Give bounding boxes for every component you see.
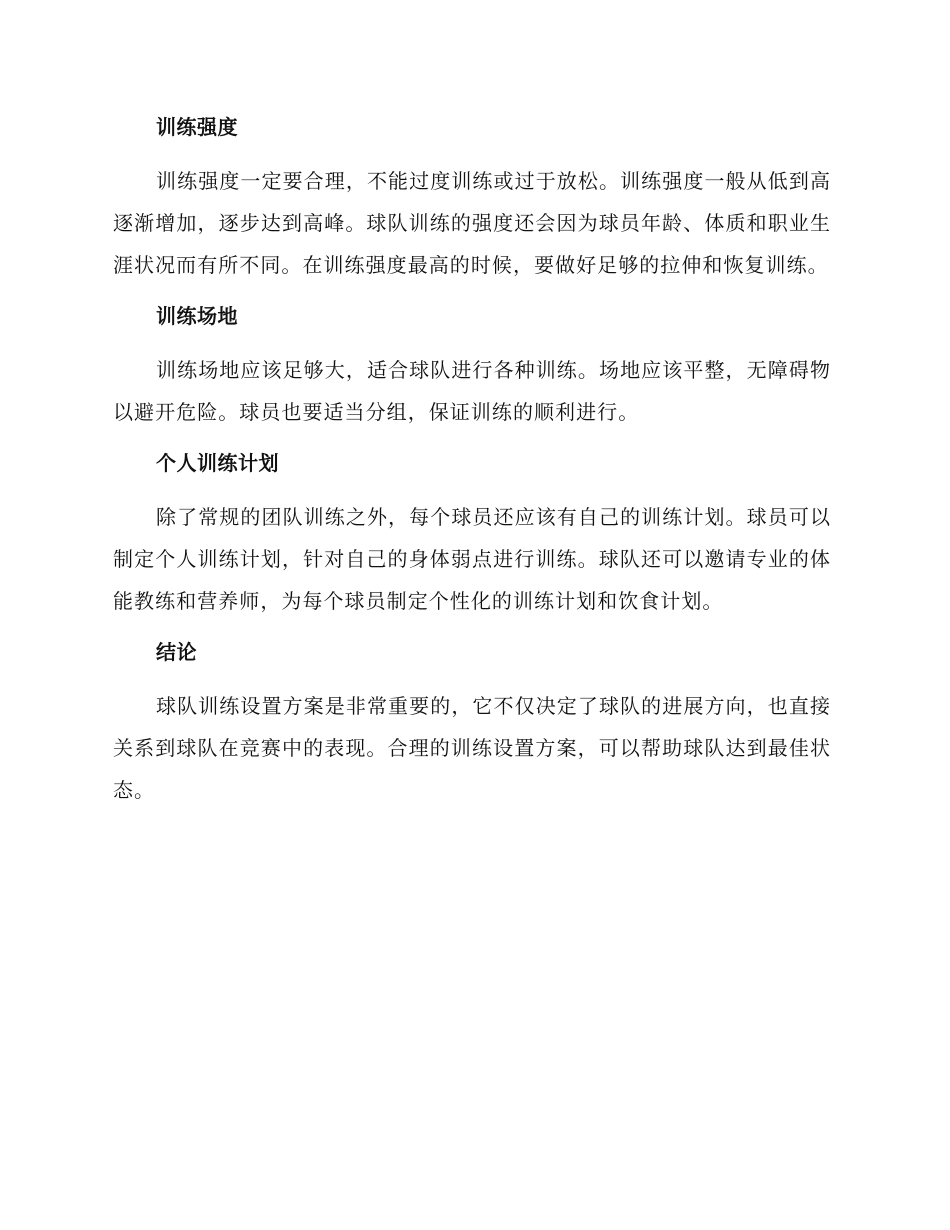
document-page bbox=[113, 108, 831, 811]
section-paragraph: 训练强度一定要合理，不能过度训练或过于放松。训练强度一般从低到高逐渐增加，逐步达到高峰。球队训练的强度还会因为球员年龄、体质和职业生涯状况而有所不同。在训练强度最高的时候，要做好足够的拉伸和恢复训练。 bbox=[113, 169, 831, 277]
section-paragraph: 训练场地应该足够大，适合球队进行各种训练。场地应该平整，无障碍物以避开危险。球员也要适当分组，保证训练的顺利进行。 bbox=[113, 358, 831, 424]
section-heading: 训练强度 bbox=[156, 115, 238, 139]
section-paragraph: 除了常规的团队训练之外，每个球员还应该有自己的训练计划。球员可以制定个人训练计划，针对自己的身体弱点进行训练。球队还可以邀请专业的体能教练和营养师，为每个球员制定个性化的训练计划和饮食计划。 bbox=[113, 505, 831, 613]
section-personal-training-plan bbox=[113, 444, 831, 622]
section-heading: 结论 bbox=[156, 640, 197, 664]
section-heading: 个人训练计划 bbox=[156, 451, 279, 475]
section-paragraph: 球队训练设置方案是非常重要的，它不仅决定了球队的进展方向，也直接关系到球队在竞赛中的表现。合理的训练设置方案，可以帮助球队达到最佳状态。 bbox=[113, 694, 831, 802]
section-heading: 训练场地 bbox=[156, 304, 238, 328]
section-conclusion bbox=[113, 633, 831, 811]
section-training-venue bbox=[113, 297, 831, 433]
section-training-intensity bbox=[113, 108, 831, 286]
